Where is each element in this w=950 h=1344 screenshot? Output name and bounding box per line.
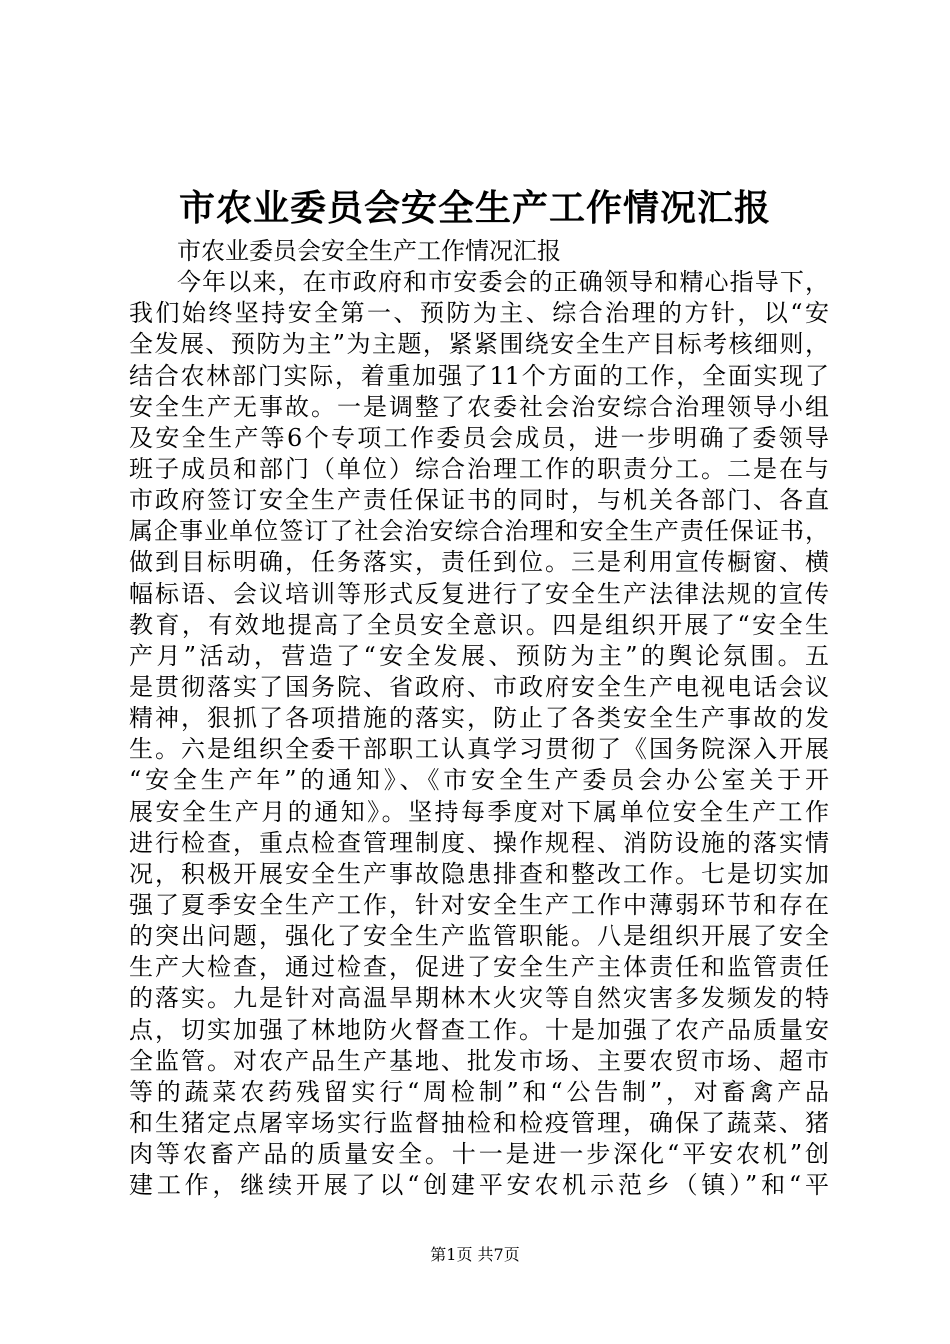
body-line: 的突出问题，强化了安全生产监管职能。八是组织开展了安全 [129,922,829,951]
body-line: 做到目标明确，任务落实，责任到位。三是利用宣传橱窗、横 [129,548,829,577]
body-line: 生。六是组织全委干部职工认真学习贯彻了《国务院深入开展 [129,735,829,764]
body-line: 属企事业单位签订了社会治安综合治理和安全生产责任保证书， [129,517,829,546]
body-line: 全发展、预防为主”为主题，紧紧围绕安全生产目标考核细则， [129,330,829,359]
document-body [129,236,829,1201]
document-title: 市农业委员会安全生产工作情况汇报 [178,187,771,229]
body-line: 和生猪定点屠宰场实行监督抽检和检疫管理，确保了蔬菜、猪 [129,1108,829,1137]
body-line: 结合农林部门实际，着重加强了11个方面的工作，全面实现了 [129,361,829,390]
body-line: 强了夏季安全生产工作，针对安全生产工作中薄弱环节和存在 [129,890,829,919]
body-line: 今年以来，在市政府和市安委会的正确领导和精心指导下， [177,268,829,297]
page-footer [0,1243,950,1267]
body-line: 精神，狠抓了各项措施的落实，防止了各类安全生产事故的发 [129,704,829,733]
body-line: 进行检查，重点检查管理制度、操作规程、消防设施的落实情 [129,828,829,857]
body-line: 建工作，继续开展了以“创建平安农机示范乡（镇）”和“平 [129,1171,829,1200]
body-line: “安全生产年”的通知》、《市安全生产委员会办公室关于开 [129,766,829,795]
page-number: 第1页 共7页 [430,1245,520,1264]
body-line: 市农业委员会安全生产工作情况汇报 [177,237,561,265]
body-line: 的落实。九是针对高温旱期林木火灾等自然灾害多发频发的特 [129,984,829,1013]
body-line: 肉等农畜产品的质量安全。十一是进一步深化“平安农机”创 [129,1140,829,1169]
body-line: 及安全生产等6个专项工作委员会成员，进一步明确了委领导 [129,423,829,452]
body-line: 产月”活动，营造了“安全发展、预防为主”的舆论氛围。五 [129,641,829,670]
body-line: 是贯彻落实了国务院、省政府、市政府安全生产电视电话会议 [129,672,829,701]
body-line: 班子成员和部门（单位）综合治理工作的职责分工。二是在与 [129,454,829,483]
body-line: 点，切实加强了林地防火督查工作。十是加强了农产品质量安 [129,1015,829,1044]
body-line: 生产大检查，通过检查，促进了安全生产主体责任和监管责任 [129,953,829,982]
body-line: 况，积极开展安全生产事故隐患排查和整改工作。七是切实加 [129,859,829,888]
body-line: 幅标语、会议培训等形式反复进行了安全生产法律法规的宣传 [129,579,829,608]
body-line: 教育，有效地提高了全员安全意识。四是组织开展了“安全生 [129,610,829,639]
body-line: 市政府签订安全生产责任保证书的同时，与机关各部门、各直 [129,486,829,515]
body-line: 等的蔬菜农药残留实行“周检制”和“公告制”，对畜禽产品 [129,1077,829,1106]
body-line: 展安全生产月的通知》。坚持每季度对下属单位安全生产工作 [129,797,829,826]
body-line: 安全生产无事故。一是调整了农委社会治安综合治理领导小组 [129,392,829,421]
body-line: 全监管。对农产品生产基地、批发市场、主要农贸市场、超市 [129,1046,829,1075]
body-line: 我们始终坚持安全第一、预防为主、综合治理的方针，以“安 [129,299,829,328]
